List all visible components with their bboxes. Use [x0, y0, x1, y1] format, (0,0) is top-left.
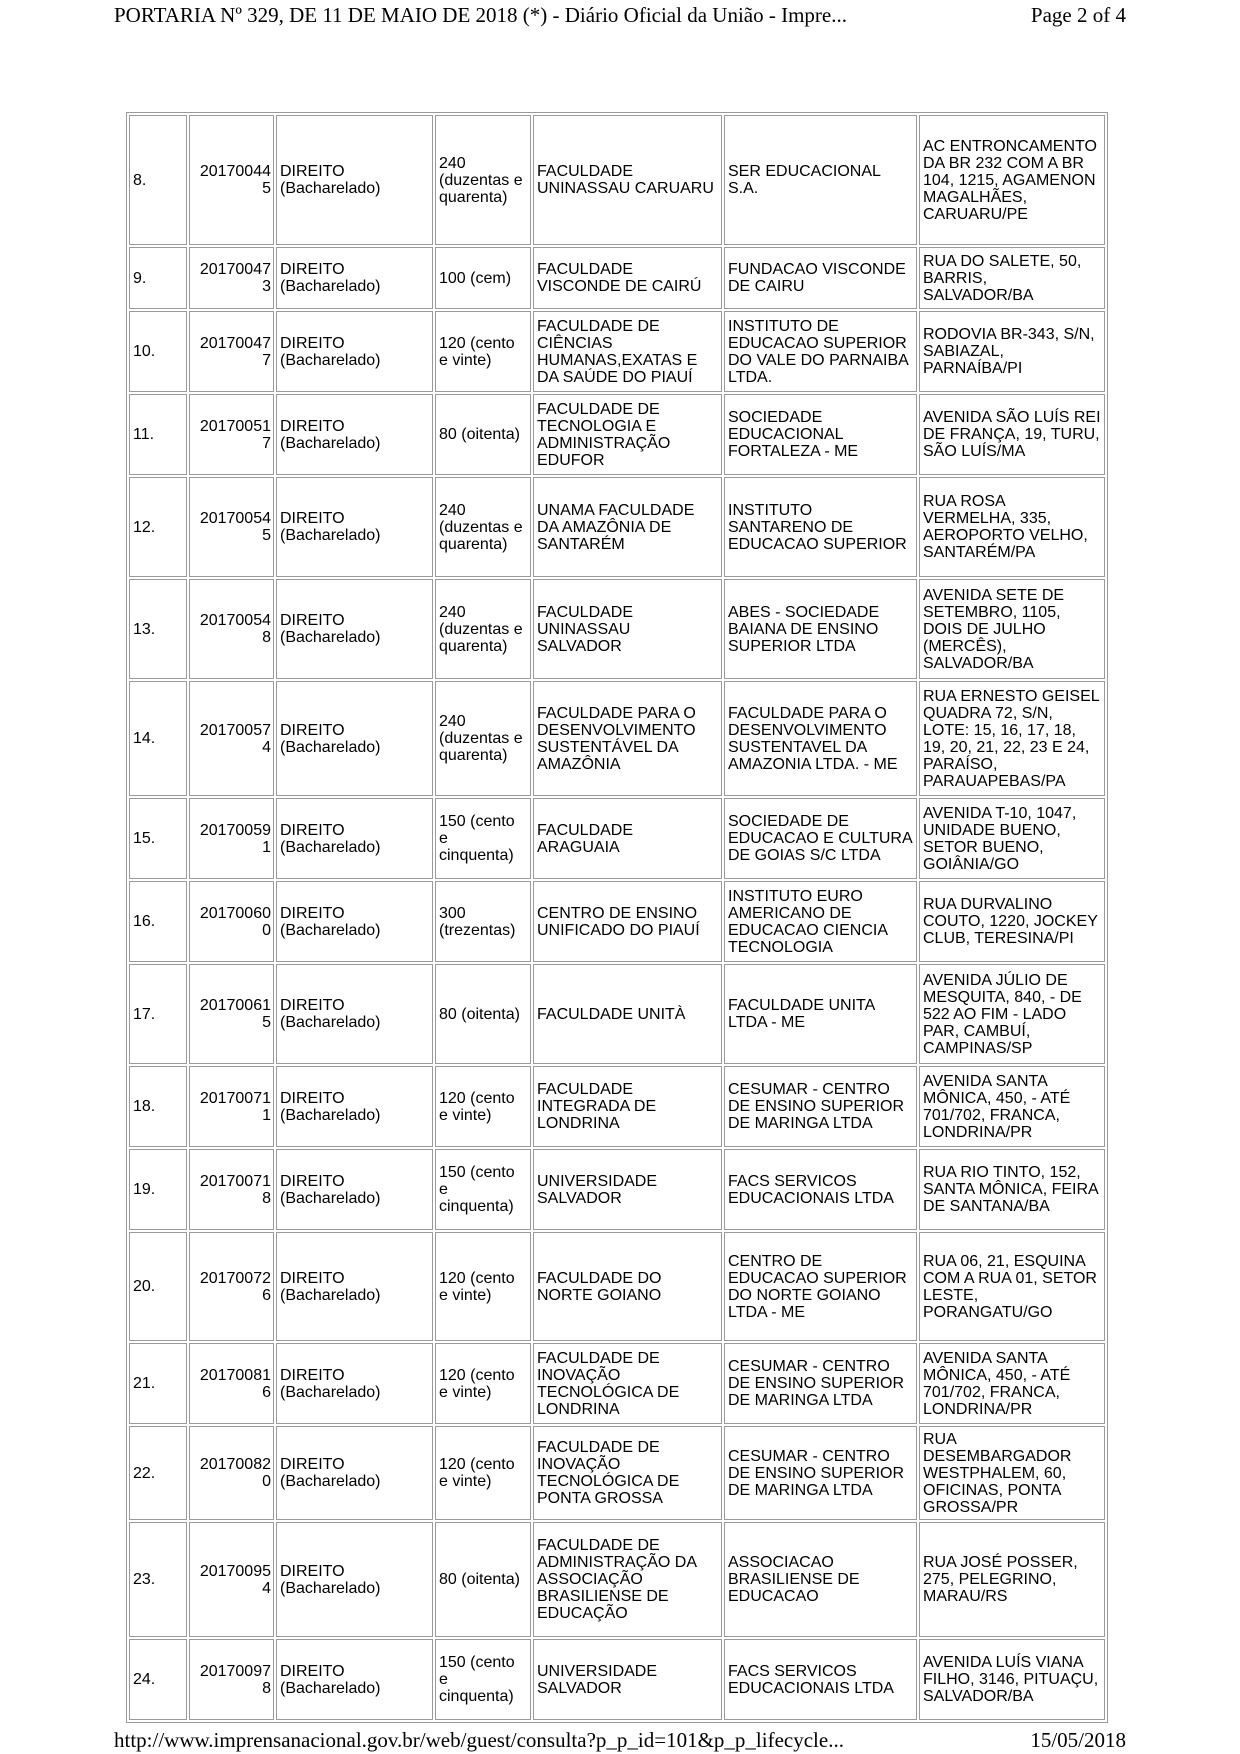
row-number: 16. [129, 881, 187, 962]
row-number: 10. [129, 311, 187, 392]
course-name: DIREITO (Bacharelado) [276, 394, 433, 475]
seats-count: 100 (cem) [435, 247, 531, 309]
institution-address: RUA JOSÉ POSSER, 275, PELEGRINO, MARAU/RS [919, 1522, 1105, 1637]
process-code: 201700445 [189, 115, 274, 245]
maintainer-name: ABES - SOCIEDADE BAIANA DE ENSINO SUPERIOR LTDA [724, 579, 917, 679]
seats-count: 120 (cento e vinte) [435, 311, 531, 392]
process-code: 201700548 [189, 579, 274, 679]
process-code: 201700591 [189, 798, 274, 879]
table-row [129, 1426, 1105, 1520]
institution-address: AC ENTRONCAMENTO DA BR 232 COM A BR 104, 1215, AGAMENON MAGALHÃES, CARUARU/PE [919, 115, 1105, 245]
institution-name: FACULDADE DE CIÊNCIAS HUMANAS,EXATAS E DA SAÚDE DO PIAUÍ [533, 311, 722, 392]
document-title: PORTARIA Nº 329, DE 11 DE MAIO DE 2018 (*) - Diário Oficial da União - Impre... [114, 3, 847, 27]
process-code: 201700978 [189, 1639, 274, 1720]
row-number: 23. [129, 1522, 187, 1637]
row-number: 19. [129, 1149, 187, 1230]
table-row [129, 394, 1105, 475]
institution-address: AVENIDA SETE DE SETEMBRO, 1105, DOIS DE JULHO (MERCÊS), SALVADOR/BA [919, 579, 1105, 679]
table-row [129, 1343, 1105, 1424]
institution-address: AVENIDA SÃO LUÍS REI DE FRANÇA, 19, TURU, SÃO LUÍS/MA [919, 394, 1105, 475]
table-row [129, 1232, 1105, 1341]
course-name: DIREITO (Bacharelado) [276, 1522, 433, 1637]
seats-count: 120 (cento e vinte) [435, 1232, 531, 1341]
course-name: DIREITO (Bacharelado) [276, 1426, 433, 1520]
institution-name: UNIVERSIDADE SALVADOR [533, 1149, 722, 1230]
seats-count: 240 (duzentas e quarenta) [435, 579, 531, 679]
seats-count: 80 (oitenta) [435, 964, 531, 1064]
row-number: 21. [129, 1343, 187, 1424]
institution-address: RUA RIO TINTO, 152, SANTA MÔNICA, FEIRA DE SANTANA/BA [919, 1149, 1105, 1230]
courses-table-body [129, 115, 1105, 1720]
row-number: 11. [129, 394, 187, 475]
institution-name: FACULDADE DE INOVAÇÃO TECNOLÓGICA DE PONTA GROSSA [533, 1426, 722, 1520]
institution-name: FACULDADE VISCONDE DE CAIRÚ [533, 247, 722, 309]
maintainer-name: FACULDADE PARA O DESENVOLVIMENTO SUSTENTAVEL DA AMAZONIA LTDA. - ME [724, 681, 917, 796]
row-number: 15. [129, 798, 187, 879]
course-name: DIREITO (Bacharelado) [276, 964, 433, 1064]
table-row [129, 1066, 1105, 1147]
maintainer-name: INSTITUTO SANTARENO DE EDUCACAO SUPERIOR [724, 477, 917, 577]
table-row [129, 115, 1105, 245]
course-name: DIREITO (Bacharelado) [276, 1066, 433, 1147]
row-number: 18. [129, 1066, 187, 1147]
institution-name: UNIVERSIDADE SALVADOR [533, 1639, 722, 1720]
institution-name: FACULDADE DE INOVAÇÃO TECNOLÓGICA DE LONDRINA [533, 1343, 722, 1424]
seats-count: 300 (trezentas) [435, 881, 531, 962]
table-row [129, 477, 1105, 577]
seats-count: 120 (cento e vinte) [435, 1426, 531, 1520]
page-footer [0, 1728, 1240, 1754]
institution-address: AVENIDA LUÍS VIANA FILHO, 3146, PITUAÇU, SALVADOR/BA [919, 1639, 1105, 1720]
maintainer-name: FACS SERVICOS EDUCACIONAIS LTDA [724, 1149, 917, 1230]
institution-name: FACULDADE UNINASSAU CARUARU [533, 115, 722, 245]
row-number: 13. [129, 579, 187, 679]
table-row [129, 681, 1105, 796]
institution-address: AVENIDA SANTA MÔNICA, 450, - ATÉ 701/702, FRANCA, LONDRINA/PR [919, 1343, 1105, 1424]
table-row [129, 311, 1105, 392]
institution-name: FACULDADE PARA O DESENVOLVIMENTO SUSTENTÁVEL DA AMAZÔNIA [533, 681, 722, 796]
table-row [129, 579, 1105, 679]
maintainer-name: SER EDUCACIONAL S.A. [724, 115, 917, 245]
institution-address: RUA DURVALINO COUTO, 1220, JOCKEY CLUB, TERESINA/PI [919, 881, 1105, 962]
seats-count: 150 (cento e cinquenta) [435, 1639, 531, 1720]
institution-address: RUA ERNESTO GEISEL QUADRA 72, S/N, LOTE: 15, 16, 17, 18, 19, 20, 21, 22, 23 E 24, PARAÍSO, PARAUAPEBAS/PA [919, 681, 1105, 796]
source-url[interactable]: http://www.imprensanacional.gov.br/web/guest/consulta?p_p_id=101&p_p_lifecycle... [114, 1728, 844, 1752]
institution-name: FACULDADE INTEGRADA DE LONDRINA [533, 1066, 722, 1147]
institution-address: RUA 06, 21, ESQUINA COM A RUA 01, SETOR LESTE, PORANGATU/GO [919, 1232, 1105, 1341]
process-code: 201700473 [189, 247, 274, 309]
seats-count: 150 (cento e cinquenta) [435, 1149, 531, 1230]
course-name: DIREITO (Bacharelado) [276, 881, 433, 962]
row-number: 9. [129, 247, 187, 309]
process-code: 201700600 [189, 881, 274, 962]
maintainer-name: INSTITUTO DE EDUCACAO SUPERIOR DO VALE DO PARNAIBA LTDA. [724, 311, 917, 392]
seats-count: 80 (oitenta) [435, 1522, 531, 1637]
courses-table [126, 112, 1108, 1723]
institution-address: AVENIDA T-10, 1047, UNIDADE BUENO, SETOR BUENO, GOIÂNIA/GO [919, 798, 1105, 879]
process-code: 201700545 [189, 477, 274, 577]
seats-count: 150 (cento e cinquenta) [435, 798, 531, 879]
process-code: 201700477 [189, 311, 274, 392]
process-code: 201700711 [189, 1066, 274, 1147]
seats-count: 80 (oitenta) [435, 394, 531, 475]
row-number: 17. [129, 964, 187, 1064]
institution-name: FACULDADE DE ADMINISTRAÇÃO DA ASSOCIAÇÃO BRASILIENSE DE EDUCAÇÃO [533, 1522, 722, 1637]
row-number: 24. [129, 1639, 187, 1720]
process-code: 201700615 [189, 964, 274, 1064]
row-number: 8. [129, 115, 187, 245]
institution-name: FACULDADE UNINASSAU SALVADOR [533, 579, 722, 679]
course-name: DIREITO (Bacharelado) [276, 579, 433, 679]
process-code: 201700954 [189, 1522, 274, 1637]
maintainer-name: CESUMAR - CENTRO DE ENSINO SUPERIOR DE MARINGA LTDA [724, 1066, 917, 1147]
institution-name: FACULDADE ARAGUAIA [533, 798, 722, 879]
maintainer-name: CESUMAR - CENTRO DE ENSINO SUPERIOR DE MARINGA LTDA [724, 1343, 917, 1424]
maintainer-name: SOCIEDADE DE EDUCACAO E CULTURA DE GOIAS S/C LTDA [724, 798, 917, 879]
process-code: 201700718 [189, 1149, 274, 1230]
row-number: 20. [129, 1232, 187, 1341]
course-name: DIREITO (Bacharelado) [276, 1343, 433, 1424]
table-row [129, 1639, 1105, 1720]
table-row [129, 1149, 1105, 1230]
maintainer-name: ASSOCIACAO BRASILIENSE DE EDUCACAO [724, 1522, 917, 1637]
process-code: 201700517 [189, 394, 274, 475]
table-row [129, 1522, 1105, 1637]
process-code: 201700726 [189, 1232, 274, 1341]
process-code: 201700816 [189, 1343, 274, 1424]
course-name: DIREITO (Bacharelado) [276, 1639, 433, 1720]
institution-address: RODOVIA BR-343, S/N, SABIAZAL, PARNAÍBA/PI [919, 311, 1105, 392]
page-header [0, 0, 1240, 32]
maintainer-name: FUNDACAO VISCONDE DE CAIRU [724, 247, 917, 309]
page-indicator: Page 2 of 4 [1030, 3, 1126, 27]
table-row [129, 247, 1105, 309]
institution-name: FACULDADE UNITÀ [533, 964, 722, 1064]
course-name: DIREITO (Bacharelado) [276, 1232, 433, 1341]
process-code: 201700574 [189, 681, 274, 796]
table-row [129, 881, 1105, 962]
table-row [129, 964, 1105, 1064]
process-code: 201700820 [189, 1426, 274, 1520]
print-date: 15/05/2018 [1030, 1728, 1126, 1752]
institution-address: RUA ROSA VERMELHA, 335, AEROPORTO VELHO, SANTARÉM/PA [919, 477, 1105, 577]
institution-address: RUA DESEMBARGADOR WESTPHALEM, 60, OFICINAS, PONTA GROSSA/PR [919, 1426, 1105, 1520]
institution-address: AVENIDA SANTA MÔNICA, 450, - ATÉ 701/702, FRANCA, LONDRINA/PR [919, 1066, 1105, 1147]
maintainer-name: FACS SERVICOS EDUCACIONAIS LTDA [724, 1639, 917, 1720]
maintainer-name: CENTRO DE EDUCACAO SUPERIOR DO NORTE GOIANO LTDA - ME [724, 1232, 917, 1341]
institution-address: RUA DO SALETE, 50, BARRIS, SALVADOR/BA [919, 247, 1105, 309]
row-number: 12. [129, 477, 187, 577]
maintainer-name: CESUMAR - CENTRO DE ENSINO SUPERIOR DE MARINGA LTDA [724, 1426, 917, 1520]
institution-name: FACULDADE DE TECNOLOGIA E ADMINISTRAÇÃO EDUFOR [533, 394, 722, 475]
course-name: DIREITO (Bacharelado) [276, 798, 433, 879]
maintainer-name: SOCIEDADE EDUCACIONAL FORTALEZA - ME [724, 394, 917, 475]
course-name: DIREITO (Bacharelado) [276, 1149, 433, 1230]
institution-address: AVENIDA JÚLIO DE MESQUITA, 840, - DE 522 AO FIM - LADO PAR, CAMBUÍ, CAMPINAS/SP [919, 964, 1105, 1064]
maintainer-name: FACULDADE UNITA LTDA - ME [724, 964, 917, 1064]
institution-name: UNAMA FACULDADE DA AMAZÔNIA DE SANTARÉM [533, 477, 722, 577]
course-name: DIREITO (Bacharelado) [276, 247, 433, 309]
seats-count: 120 (cento e vinte) [435, 1343, 531, 1424]
seats-count: 120 (cento e vinte) [435, 1066, 531, 1147]
course-name: DIREITO (Bacharelado) [276, 681, 433, 796]
course-name: DIREITO (Bacharelado) [276, 311, 433, 392]
course-name: DIREITO (Bacharelado) [276, 115, 433, 245]
seats-count: 240 (duzentas e quarenta) [435, 681, 531, 796]
row-number: 22. [129, 1426, 187, 1520]
seats-count: 240 (duzentas e quarenta) [435, 477, 531, 577]
institution-name: FACULDADE DO NORTE GOIANO [533, 1232, 722, 1341]
course-name: DIREITO (Bacharelado) [276, 477, 433, 577]
seats-count: 240 (duzentas e quarenta) [435, 115, 531, 245]
row-number: 14. [129, 681, 187, 796]
table-row [129, 798, 1105, 879]
maintainer-name: INSTITUTO EURO AMERICANO DE EDUCACAO CIENCIA TECNOLOGIA [724, 881, 917, 962]
institution-name: CENTRO DE ENSINO UNIFICADO DO PIAUÍ [533, 881, 722, 962]
